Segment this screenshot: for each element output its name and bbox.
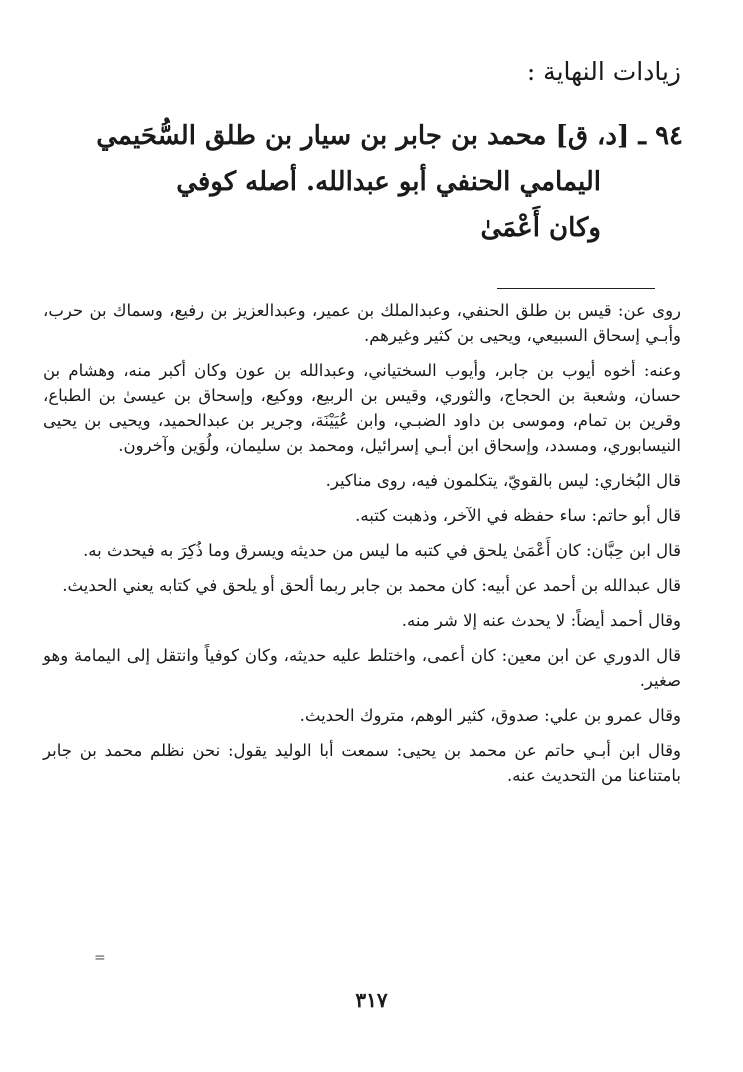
note-label: قال ابن حِبَّان: bbox=[585, 541, 681, 560]
note-text: لا يحدث عنه إلا شر منه. bbox=[401, 611, 566, 630]
page-number: ٣١٧ bbox=[355, 988, 388, 1012]
note-label: قال أبو حاتم: bbox=[591, 506, 681, 525]
note-label: قال عبدالله بن أحمد عن أبيه: bbox=[481, 576, 681, 595]
note-paragraph bbox=[43, 503, 681, 528]
entry-line-1 bbox=[43, 113, 683, 159]
note-paragraph bbox=[43, 358, 681, 458]
entry-number: ٩٤ ـ bbox=[638, 121, 683, 151]
note-paragraph bbox=[43, 738, 681, 788]
note-label: قال البُخاري: bbox=[594, 471, 681, 490]
note-paragraph bbox=[43, 573, 681, 598]
note-paragraph bbox=[43, 468, 681, 493]
entry-line-2: اليمامي الحنفي أبو عبدالله. أصله كوفي bbox=[176, 167, 601, 197]
note-paragraph bbox=[43, 608, 681, 633]
note-text: ليس بالقويّ، يتكلمون فيه، روى مناكير. bbox=[325, 471, 589, 490]
note-text: كان محمد بن جابر ربما ألحق أو يلحق في كتابه يعني الحديث. bbox=[62, 576, 477, 595]
note-text: أخوه أيوب بن جابر، وأيوب السختياني، وعبدالله بن عون وكان أكبر منه، وهشام بن حسان، وشعبة بن الحجاج، والثوري، وقيس بن الربيع، ووكيع، وإسحاق بن عيسىٰ بن الطباع، وقرين بن تمام، وموسى بن داود الضبـي، وابن عُيَيْنَة، وجرير بن عبدالحميد، ويحيى بن يحيى النيسابوري، ومسدد، وإسحاق ابن أبـي إسرائيل، ومحمد بن سليمان، ولُوَين وآخرون. bbox=[43, 361, 681, 455]
entry-name: محمد بن جابر بن سيار بن طلق السُّحَيمي bbox=[96, 121, 547, 151]
entry-codes: [د، ق] bbox=[555, 121, 630, 151]
note-text: كان أَعْمَىٰ يلحق في كتبه ما ليس من حديثه ويسرق وما ذُكِرَ به فيحدث به. bbox=[83, 541, 581, 560]
note-label: وقال ابن أبـي حاتم عن محمد بن يحيى: bbox=[396, 741, 681, 760]
note-text: ساء حفظه في الآخر، وذهبت كتبه. bbox=[355, 506, 587, 525]
note-label: وقال عمرو بن علي: bbox=[544, 706, 681, 725]
note-label: وعنه: bbox=[643, 361, 682, 380]
note-paragraph bbox=[43, 298, 681, 348]
note-paragraph bbox=[43, 643, 681, 693]
entry-heading bbox=[43, 113, 683, 251]
note-text: قيس بن طلق الحنفي، وعبدالملك بن عمير، وعبدالعزيز بن رفيع، وسماك بن حرب، وأبـي إسحاق السبيعي، ويحيى بن كثير وغيرهم. bbox=[43, 301, 681, 345]
section-header: زيادات النهاية : bbox=[526, 57, 681, 86]
note-label: قال الدوري عن ابن معين: bbox=[501, 646, 682, 665]
note-label: روى عن: bbox=[617, 301, 682, 320]
entry-line-3: وكان أَعْمَىٰ bbox=[480, 213, 601, 243]
notes-block bbox=[43, 298, 681, 798]
note-text: صدوق، كثير الوهم، متروك الحديث. bbox=[299, 706, 539, 725]
note-text: كان أعمى، واختلط عليه حديثه، وكان كوفياً وانتقل إلى اليمامة وهو صغير. bbox=[43, 646, 681, 690]
note-label: وقال أحمد أيضاً: bbox=[570, 611, 681, 630]
margin-mark: = bbox=[94, 950, 106, 966]
note-paragraph bbox=[43, 703, 681, 728]
note-text: سمعت أبا الوليد يقول: نحن نظلم محمد بن جابر بامتناعنا من التحديث عنه. bbox=[43, 741, 681, 785]
footnote-divider bbox=[497, 288, 655, 289]
note-paragraph bbox=[43, 538, 681, 563]
